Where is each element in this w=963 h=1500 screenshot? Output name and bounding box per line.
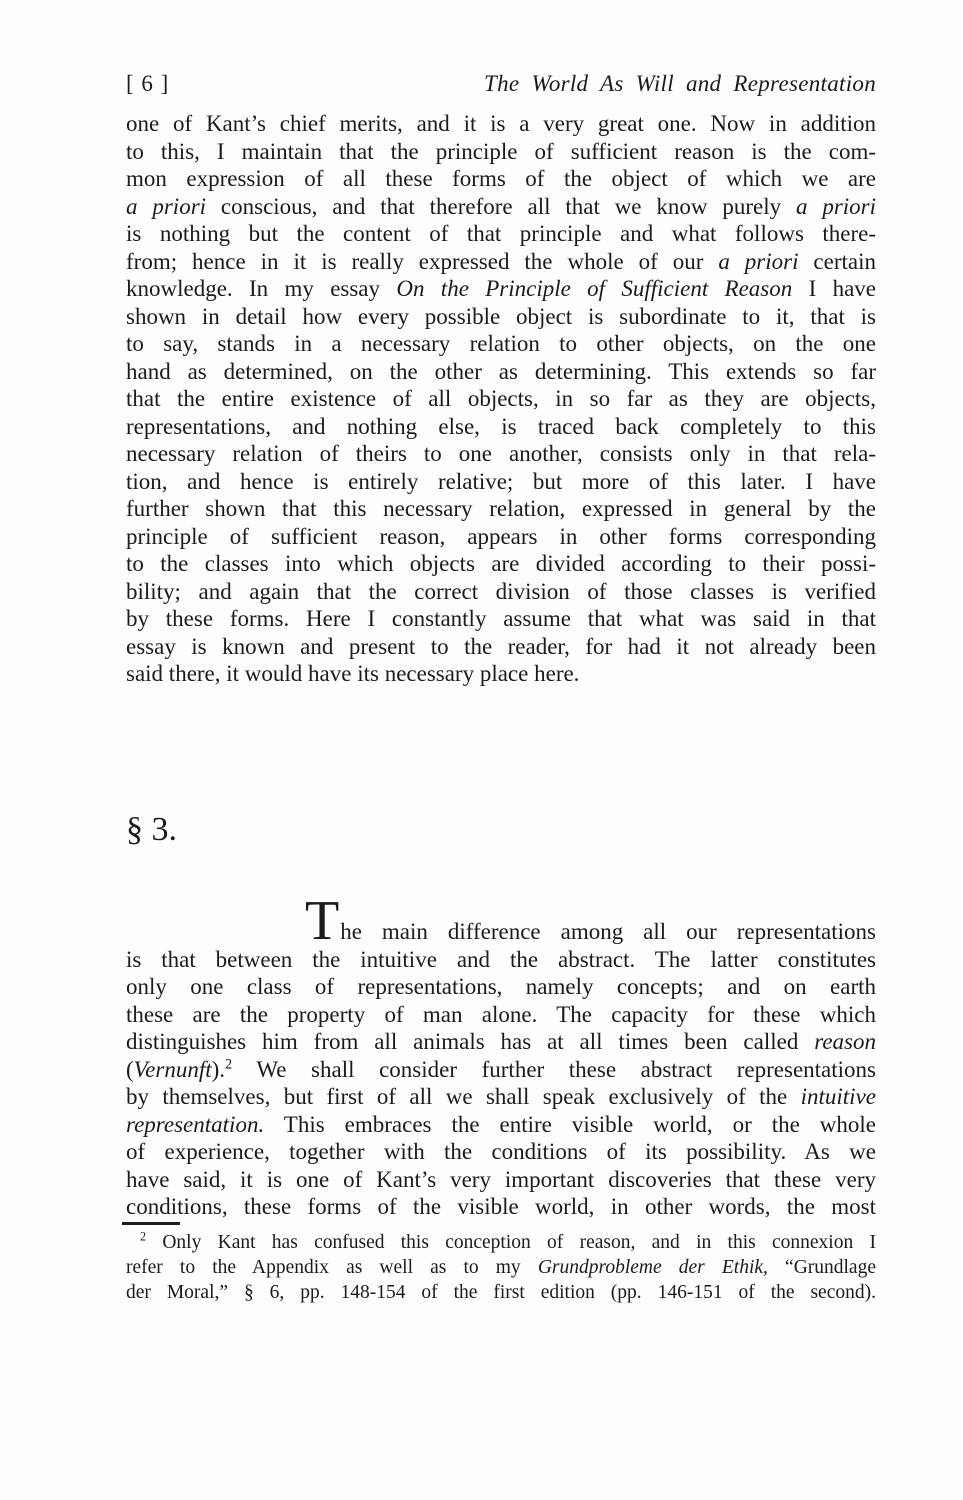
- text-line: [126, 1138, 876, 1166]
- text-run: “Grundlage: [767, 1257, 876, 1278]
- text-line: [126, 1280, 876, 1305]
- text-run: hand as determined, on the other as determining. This extends so far: [126, 358, 876, 384]
- text-line: [126, 165, 876, 193]
- text-line: [126, 578, 876, 606]
- text-line: [126, 385, 876, 413]
- text-run: further shown that this necessary relation, expressed in general by the: [126, 496, 876, 521]
- text-line: [126, 633, 876, 661]
- text-run: representations, and nothing else, is traced back completely to this: [126, 413, 876, 439]
- text-run: is that between the intuitive and the abstract. The latter constitutes: [126, 946, 876, 972]
- text-line: [126, 1230, 876, 1255]
- footnote-marker: 2: [140, 1229, 147, 1244]
- text-run: bility; and again that the correct division of those classes is verified: [126, 578, 876, 604]
- text-run: necessary relation of theirs to one another, consists only in that rela-: [126, 441, 876, 466]
- text-line: [126, 138, 876, 166]
- text-run: We shall consider further these abstract representations: [232, 1056, 876, 1082]
- text-run: principle of sufficient reason, appears in other forms corresponding: [126, 523, 876, 549]
- text-run: conditions, these forms of the visible world, in other words, the most: [126, 1194, 876, 1219]
- text-run: that the entire existence of all objects, in so far as they are objects,: [126, 386, 876, 411]
- text-line: [126, 890, 876, 952]
- text-run: mon expression of all these forms of the object of which we are: [126, 166, 876, 191]
- text-run: tion, and hence is entirely relative; but more of this later. I have: [126, 468, 876, 494]
- text-run: intuitive: [800, 1084, 876, 1109]
- text-line: [126, 1028, 876, 1056]
- footnote: [126, 1230, 876, 1305]
- text-run: Vernunft: [133, 1056, 212, 1082]
- text-line: [126, 550, 876, 578]
- text-run: shown in detail how every possible object is subordinate to it, that is: [126, 303, 876, 329]
- text-line: [126, 1193, 876, 1221]
- text-run: by these forms. Here I constantly assume that what was said in that: [126, 606, 876, 631]
- text-line: [126, 413, 876, 441]
- dropcap: T: [305, 890, 340, 952]
- text-run: This embraces the entire visible world, or the whole: [264, 1111, 876, 1137]
- text-run: reason: [814, 1029, 876, 1054]
- paragraph-continuation: [126, 110, 876, 688]
- text-line: [126, 110, 876, 138]
- text-run: from; hence in it is really expressed the whole of our: [126, 248, 719, 274]
- text-run: by themselves, but first of all we shall speak exclusively of the: [126, 1084, 801, 1109]
- footnote-rule: [122, 1222, 180, 1225]
- text-run: representation.: [126, 1111, 265, 1137]
- text-run: these are the property of man alone. The capacity for these which: [126, 1001, 876, 1027]
- text-run: refer to the Appendix as well as to my: [126, 1257, 538, 1278]
- text-run: of experience, together with the conditions of its possibility. As we: [126, 1139, 876, 1164]
- text-run: to this, I maintain that the principle of sufficient reason is the com-: [126, 138, 876, 164]
- text-run: a priori: [718, 248, 799, 274]
- text-line: [126, 1056, 876, 1084]
- text-line: [126, 1083, 876, 1111]
- page-header: [126, 70, 876, 98]
- text-run: On the Principle of Sufficient Reason: [396, 276, 793, 301]
- text-line: [126, 660, 876, 688]
- text-line: [126, 303, 876, 331]
- section-paragraph: [126, 890, 876, 1221]
- text-line: [126, 193, 876, 221]
- text-line: [126, 495, 876, 523]
- text-run: said there, it would have its necessary place here.: [126, 661, 580, 686]
- section-heading: § 3.: [126, 811, 177, 848]
- text-run: certain: [798, 248, 876, 274]
- text-run: to the classes into which objects are divided according to their possi-: [126, 551, 876, 576]
- text-run: (: [126, 1056, 134, 1082]
- text-line: [126, 220, 876, 248]
- text-line: [126, 973, 876, 1001]
- text-line: [126, 523, 876, 551]
- text-line: [126, 1001, 876, 1029]
- text-line: [126, 605, 876, 633]
- text-line: [126, 468, 876, 496]
- text-run: distinguishes him from all animals has at all times been called: [126, 1029, 815, 1054]
- text-run: a priori: [126, 193, 207, 219]
- text-run: is nothing but the content of that principle and what follows there-: [126, 221, 876, 246]
- text-run: essay is known and present to the reader, for had it not already been: [126, 633, 876, 659]
- text-run: only one class of representations, namely concepts; and on earth: [126, 974, 876, 999]
- text-line: [126, 275, 876, 303]
- footnote-marker: 2: [225, 1055, 233, 1072]
- text-run: I have: [792, 276, 876, 301]
- text-run: one of Kant’s chief merits, and it is a very great one. Now in addition: [126, 111, 876, 136]
- text-run: der Moral,” § 6, pp. 148-154 of the first edition (pp. 146-151 of the second).: [126, 1282, 876, 1303]
- text-run: have said, it is one of Kant’s very important discoveries that these very: [126, 1166, 876, 1192]
- page-number: [ 6 ]: [126, 71, 170, 96]
- text-line: [126, 946, 876, 974]
- text-run: to say, stands in a necessary relation to other objects, on the one: [126, 331, 876, 356]
- text-line: [126, 1255, 876, 1280]
- text-run: a priori: [795, 193, 876, 219]
- text-line: [126, 358, 876, 386]
- text-run: Grundprobleme der Ethik,: [537, 1257, 768, 1278]
- running-title: The World As Will and Representation: [484, 71, 876, 96]
- text-run: knowledge. In my essay: [126, 276, 397, 301]
- text-line: [126, 1111, 876, 1139]
- text-line: [126, 330, 876, 358]
- text-line: [126, 440, 876, 468]
- text-run: conscious, and that therefore all that we know purely: [206, 193, 796, 219]
- text-line: [126, 248, 876, 276]
- text-run: ).: [211, 1056, 226, 1082]
- text-run: Only Kant has confused this conception of reason, and in this connexion I: [146, 1232, 876, 1253]
- text-run: he main difference among all our representations: [340, 919, 876, 944]
- text-line: [126, 1166, 876, 1194]
